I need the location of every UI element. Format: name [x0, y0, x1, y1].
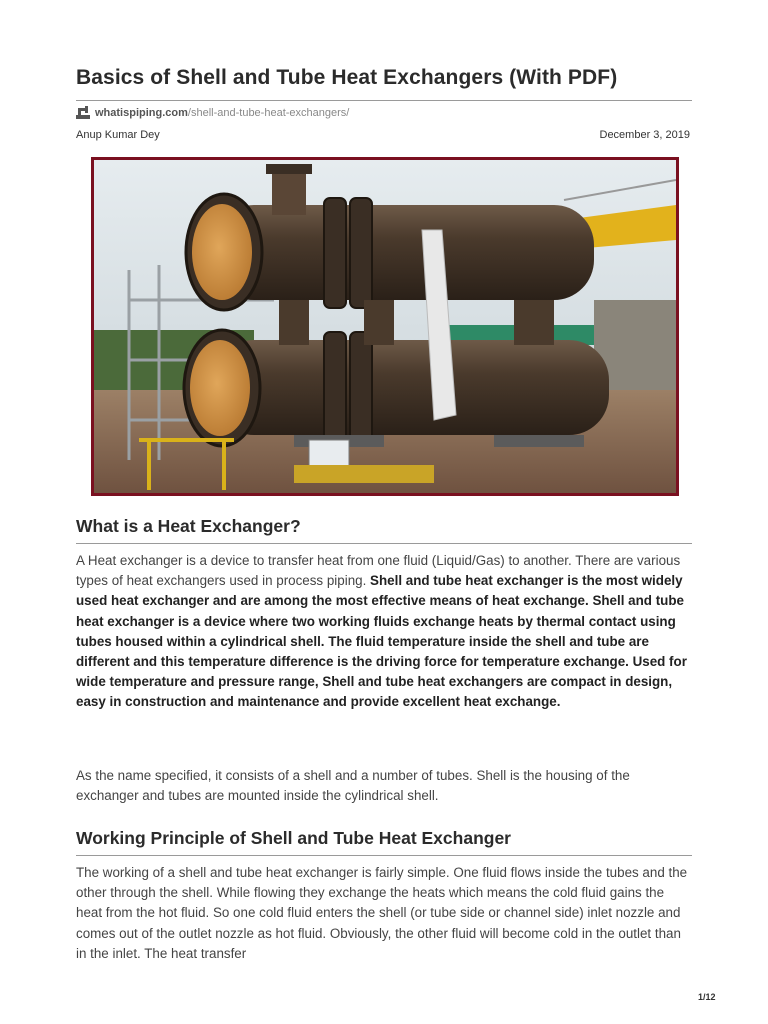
section-divider — [76, 855, 692, 856]
intro-paragraph — [76, 551, 692, 713]
byline — [76, 129, 690, 141]
site-logo-icon — [76, 106, 90, 119]
author-name: Anup Kumar Dey — [76, 129, 160, 141]
working-principle-paragraph: The working of a shell and tube heat exchanger is fairly simple. One fluid flows inside the tubes and the other through the shell. While flowing they exchange the heats which means the cold fluid gains the heat from the hot fluid. So one cold fluid enters the shell (or tube side or channel side) inlet nozzle and comes out of the outlet nozzle as hot fluid. Obviously, the other fluid will become cold in the outlet than in the inlet. The heat transfer — [76, 865, 688, 961]
page-number: 1/12 — [698, 992, 716, 1002]
source-line — [76, 106, 349, 119]
intro-bold-text: Shell and tube heat exchanger is the most widely used heat exchanger and are among the most effective means of heat exchange. Shell and tube heat exchanger is a device where two working fluids exchange heats by thermal contact using tubes housed within a cylindrical shell. The fluid temperature inside the shell and tube are different and this temperature difference is the driving force for temperature exchange. Used for wide temperature and pressure range, Shell and tube heat exchangers are compact in design, easy in construction and maintenance and provide excellent heat exchange. — [76, 573, 687, 710]
source-path-link[interactable]: /shell-and-tube-heat-exchangers/ — [187, 106, 350, 119]
heat-exchanger-photo — [91, 157, 679, 496]
shell-description-paragraph: As the name specified, it consists of a shell and a number of tubes. Shell is the housing of the exchanger and tubes are mounted inside the cylindrical shell. — [76, 768, 630, 804]
source-domain-link[interactable]: whatispiping.com — [95, 106, 188, 119]
section-heading-working-principle: Working Principle of Shell and Tube Heat Exchanger — [76, 828, 511, 848]
title-divider — [76, 100, 692, 101]
section-heading-heat-exchanger: What is a Heat Exchanger? — [76, 516, 301, 536]
intro-text: A Heat exchanger is a device to transfer heat from one fluid (Liquid/Gas) to another. There are various types of heat exchangers used in process piping. — [76, 553, 681, 589]
section-divider — [76, 543, 692, 544]
publish-date: December 3, 2019 — [599, 129, 690, 141]
heat-exchanger-illustration — [94, 160, 676, 493]
page-title: Basics of Shell and Tube Heat Exchangers (With PDF) — [76, 66, 618, 89]
